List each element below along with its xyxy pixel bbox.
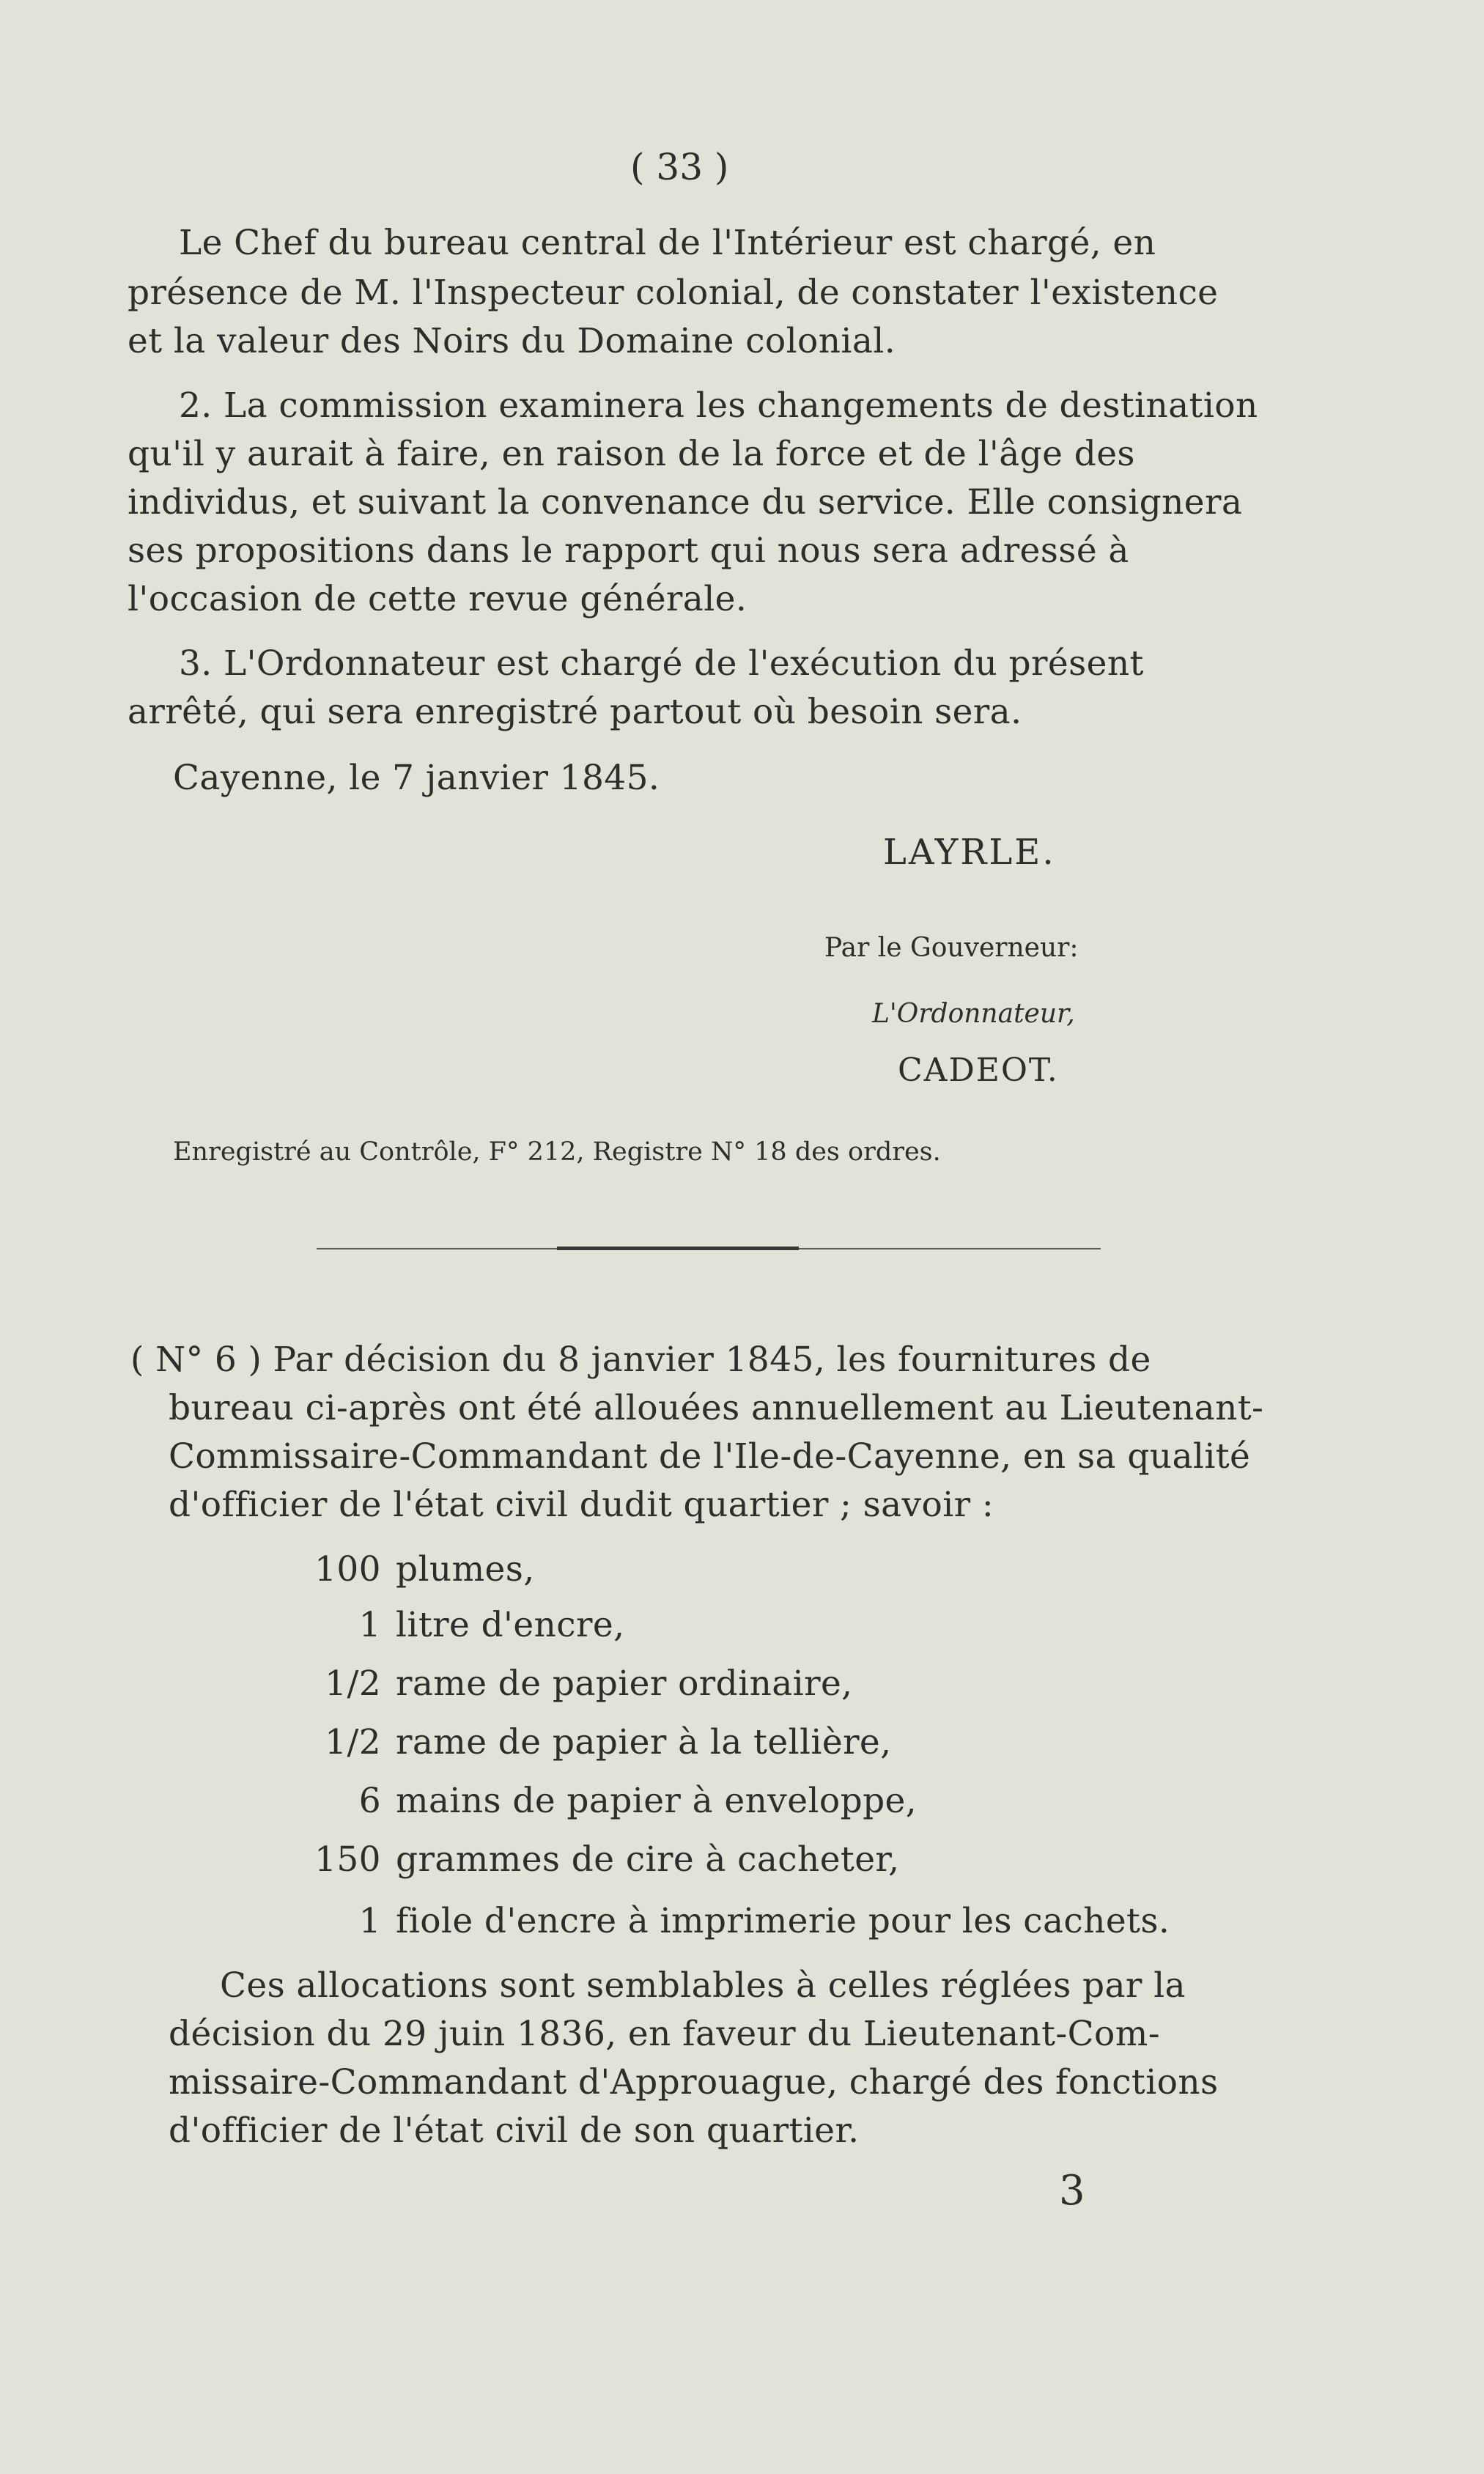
item-description: plumes, bbox=[396, 1549, 535, 1589]
text-line: Ces allocations sont semblables à celles réglées par la bbox=[220, 1965, 1186, 2006]
date-line: Cayenne, le 7 janvier 1845. bbox=[173, 758, 660, 798]
text-line: Le Chef du bureau central de l'Intérieur est chargé, en bbox=[179, 223, 1156, 263]
item-description: mains de papier à enveloppe, bbox=[396, 1781, 918, 1821]
text-line: ( N° 6 ) Par décision du 8 janvier 1845, les fournitures de bbox=[130, 1340, 1151, 1380]
item-quantity: 100 bbox=[314, 1549, 381, 1589]
text-line: d'officier de l'état civil de son quartier. bbox=[169, 2111, 860, 2151]
list-item bbox=[271, 1779, 917, 1823]
text-line: décision du 29 juin 1836, en faveur du Lieutenant-Com- bbox=[169, 2014, 1160, 2054]
text-line: 2. La commission examinera les changements de destination bbox=[179, 385, 1258, 426]
text-line: missaire-Commandant d'Approuague, chargé des fonctions bbox=[169, 2062, 1219, 2102]
text-line: d'officier de l'état civil dudit quartier ; savoir : bbox=[169, 1485, 994, 1525]
item-description: rame de papier à la tellière, bbox=[396, 1722, 892, 1762]
list-item bbox=[271, 1603, 624, 1647]
text-line: présence de M. l'Inspecteur colonial, de constater l'existence bbox=[128, 273, 1219, 313]
list-item bbox=[271, 1838, 899, 1882]
text-line: qu'il y aurait à faire, en raison de la force et de l'âge des bbox=[128, 434, 1135, 474]
item-description: fiole d'encre à imprimerie pour les cachets. bbox=[396, 1901, 1170, 1941]
text-line: l'occasion de cette revue générale. bbox=[128, 579, 747, 619]
item-quantity: 150 bbox=[314, 1839, 381, 1880]
text-line: arrêté, qui sera enregistré partout où besoin sera. bbox=[128, 692, 1022, 732]
text-line: Commissaire-Commandant de l'Ile-de-Cayenne, en sa qualité bbox=[169, 1436, 1251, 1477]
text-line: individus, et suivant la convenance du service. Elle consignera bbox=[128, 482, 1243, 523]
signature-mark: 3 bbox=[1059, 2167, 1085, 2215]
item-description: litre d'encre, bbox=[396, 1605, 625, 1645]
registration-note: Enregistré au Contrôle, F° 212, Registre N° 18 des ordres. bbox=[173, 1137, 941, 1167]
item-quantity: 1 bbox=[358, 1605, 381, 1645]
item-quantity: 1/2 bbox=[325, 1722, 381, 1762]
item-description: grammes de cire à cacheter, bbox=[396, 1839, 900, 1880]
item-quantity: 6 bbox=[358, 1781, 381, 1821]
item-quantity: 1 bbox=[358, 1901, 381, 1941]
ordonnateur-signature: CADEOT. bbox=[898, 1052, 1059, 1089]
list-item bbox=[271, 1548, 535, 1592]
text-line: 3. L'Ordonnateur est chargé de l'exécution du présent bbox=[179, 643, 1144, 684]
item-description: rame de papier ordinaire, bbox=[396, 1664, 853, 1704]
list-item bbox=[271, 1721, 892, 1765]
text-line: ses propositions dans le rapport qui nous sera adressé à bbox=[128, 531, 1129, 571]
text-line: bureau ci-après ont été allouées annuellement au Lieutenant- bbox=[169, 1388, 1264, 1428]
text-line: et la valeur des Noirs du Domaine colonial. bbox=[128, 321, 896, 361]
by-governor-line: Par le Gouverneur: bbox=[824, 933, 1079, 963]
governor-signature: LAYRLE. bbox=[883, 832, 1056, 873]
page-number: ( 33 ) bbox=[630, 146, 729, 188]
ordonnateur-role: L'Ordonnateur, bbox=[872, 999, 1075, 1029]
item-quantity: 1/2 bbox=[325, 1664, 381, 1704]
list-item bbox=[271, 1662, 853, 1706]
section-divider-thick bbox=[557, 1247, 799, 1250]
list-item bbox=[271, 1899, 1170, 1943]
